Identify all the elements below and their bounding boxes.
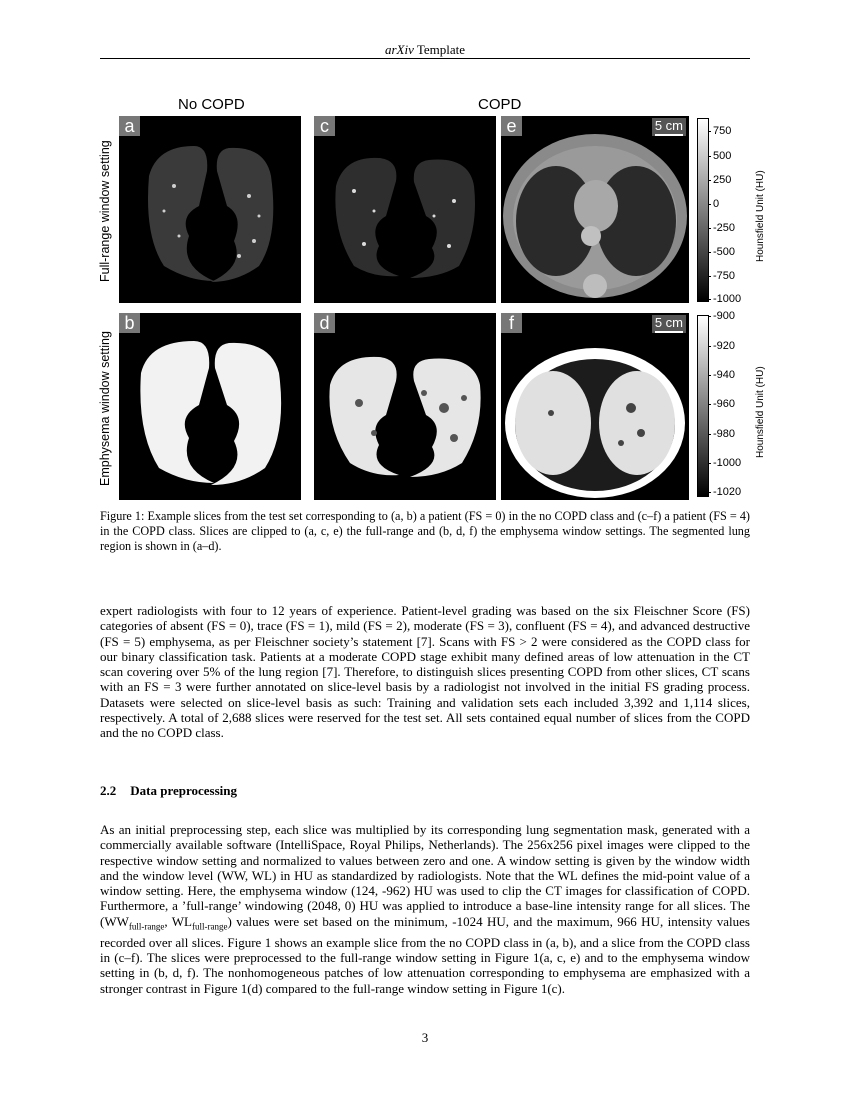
paragraph-2-mid: , WL [164,913,192,929]
colorbar-tick: -500 [708,246,735,258]
header-rule [100,58,750,59]
section-heading [100,783,237,799]
colorbar-tick: 750 [708,125,731,137]
scale-bar-f-label: 5 cm [654,315,683,330]
panel-letter-a: a [119,116,140,136]
colorbar-tick: -750 [708,270,735,282]
colorbar-tick: -960 [708,398,735,410]
colorbar-tick: -920 [708,340,735,352]
row-label-emphysema: Emphysema window setting [98,331,112,486]
colorbar-tick: -1000 [708,457,741,469]
ct-panel-e [501,116,689,303]
lung-image-d [314,313,496,500]
colorbar-title-bottom: Hounsfield Unit (HU) [755,366,766,458]
figure-caption: Figure 1: Example slices from the test set corresponding to (a, b) a patient (FS = 0) in the no COPD class and (c–f) a patient (FS = 4) in the COPD class. Slices are clipped to (a, c, e) the full-range and (b, d, f) the emphysema window settings. The segmented lung region is shown in (a–d). [100,509,750,553]
panel-letter-e: e [501,116,522,136]
lung-image-b [119,313,301,500]
subscript-ww: full-range [128,921,165,932]
column-head-no-copd: No COPD [178,96,245,113]
subscript-wl: full-range [192,921,228,932]
section-number: 2.2 [100,783,117,798]
colorbar-tick: 250 [708,174,731,186]
paragraph-2-part-a: As an initial preprocessing step, each slice was multiplied by its corresponding lung segmentation mask, generated with a commercially available software (IntelliSpace, Royal Philips, Netherlands). The 256x256 pixel images were clipped to the respective window setting and normalized to values between zero and one. A window setting is given by the window width and the window level (WW, WL) in HU as standardized by radiologists. Note that the WL defines the mid-point value of a window setting. Here, the emphysema window (124, -962) HU was used to clip the CT images for classification of COPD. Furthermore, a ’full-range’ windowing (2048, 0) HU was applied to introduce a base-line intensity range for all slices. The (WW [100,822,750,929]
column-head-copd: COPD [478,96,522,113]
colorbar-tick: -900 [708,310,735,322]
lung-image-a [119,116,301,303]
ct-panel-c [314,116,496,303]
colorbar-tick: -1000 [708,293,741,305]
colorbar-tick: -250 [708,222,735,234]
row-label-full-range: Full-range window setting [98,140,112,282]
panel-letter-d: d [314,313,335,333]
header-title-italic: arXiv [384,42,414,57]
section-title: Data preprocessing [130,783,238,798]
ct-panel-b [119,313,301,500]
page-number: 3 [421,1030,429,1045]
panel-letter-b: b [119,313,140,333]
scale-bar-f [652,315,686,333]
body-paragraph-2 [100,822,750,996]
panel-letter-f: f [501,313,522,333]
scale-bar-e [652,118,686,136]
colorbar-tick: -1020 [708,486,741,498]
ct-panel-d [314,313,496,500]
panel-letter-c: c [314,116,335,136]
paragraph-2-part-b: ) values were set based on the minimum, -1024 HU, and the maximum, 966 HU, intensity values recorded over all slices. Figure 1 shows an example slice from the no COPD class in (a, b), and a slice from the COPD class in (c–f). The slices were preprocessed to the full-range window setting in Figure 1(a, c, e) and to the emphysema window setting in (b, d, f). The nonhomogeneous patches of low attenuation corresponding to emphysema are emphasized with a stronger contrast in Figure 1(d) compared to the full-range window setting in Figure 1(c). [100,913,750,996]
body-paragraph-1: expert radiologists with four to 12 years of experience. Patient-level grading was based on the six Fleischner Score (FS) categories of absent (FS = 0), trace (FS = 1), mild (FS = 2), moderate (FS = 3), confluent (FS = 4), and advanced destructive (FS = 5) emphysema, as per Fleischner society’s statement [7]. Scans with FS > 2 were considered as the COPD class for our binary classification task. Patients at a moderate COPD stage exhibit many defined areas of low attenuation in the CT scan covering over 5% of the lung region [7]. Therefore, to distinguish slices presenting COPD from other slices, CT scans with an FS = 3 were further annotated on slice-level basis by a radiologist not involved in the initial FS grading process. Datasets were selected on slice-level basis as such: Training and validation sets each included 3,392 and 1,114 slices, respectively. A total of 2,688 slices were reserved for the test set. All sets contained equal number of slices from the COPD and the no COPD class. [100,603,750,741]
colorbar-tick: -980 [708,428,735,440]
header-title-rest: Template [413,42,466,57]
colorbar-tick: 0 [708,198,719,210]
colorbar-title-top: Hounsfield Unit (HU) [755,170,766,262]
ct-image-e [501,116,689,303]
running-header [100,42,750,58]
ct-panel-a [119,116,301,303]
scale-bar-e-label: 5 cm [654,118,683,133]
ct-panel-f [501,313,689,500]
ct-image-f [501,313,689,500]
colorbar-tick: -940 [708,369,735,381]
lung-image-c [314,116,496,303]
colorbar-tick: 500 [708,150,731,162]
